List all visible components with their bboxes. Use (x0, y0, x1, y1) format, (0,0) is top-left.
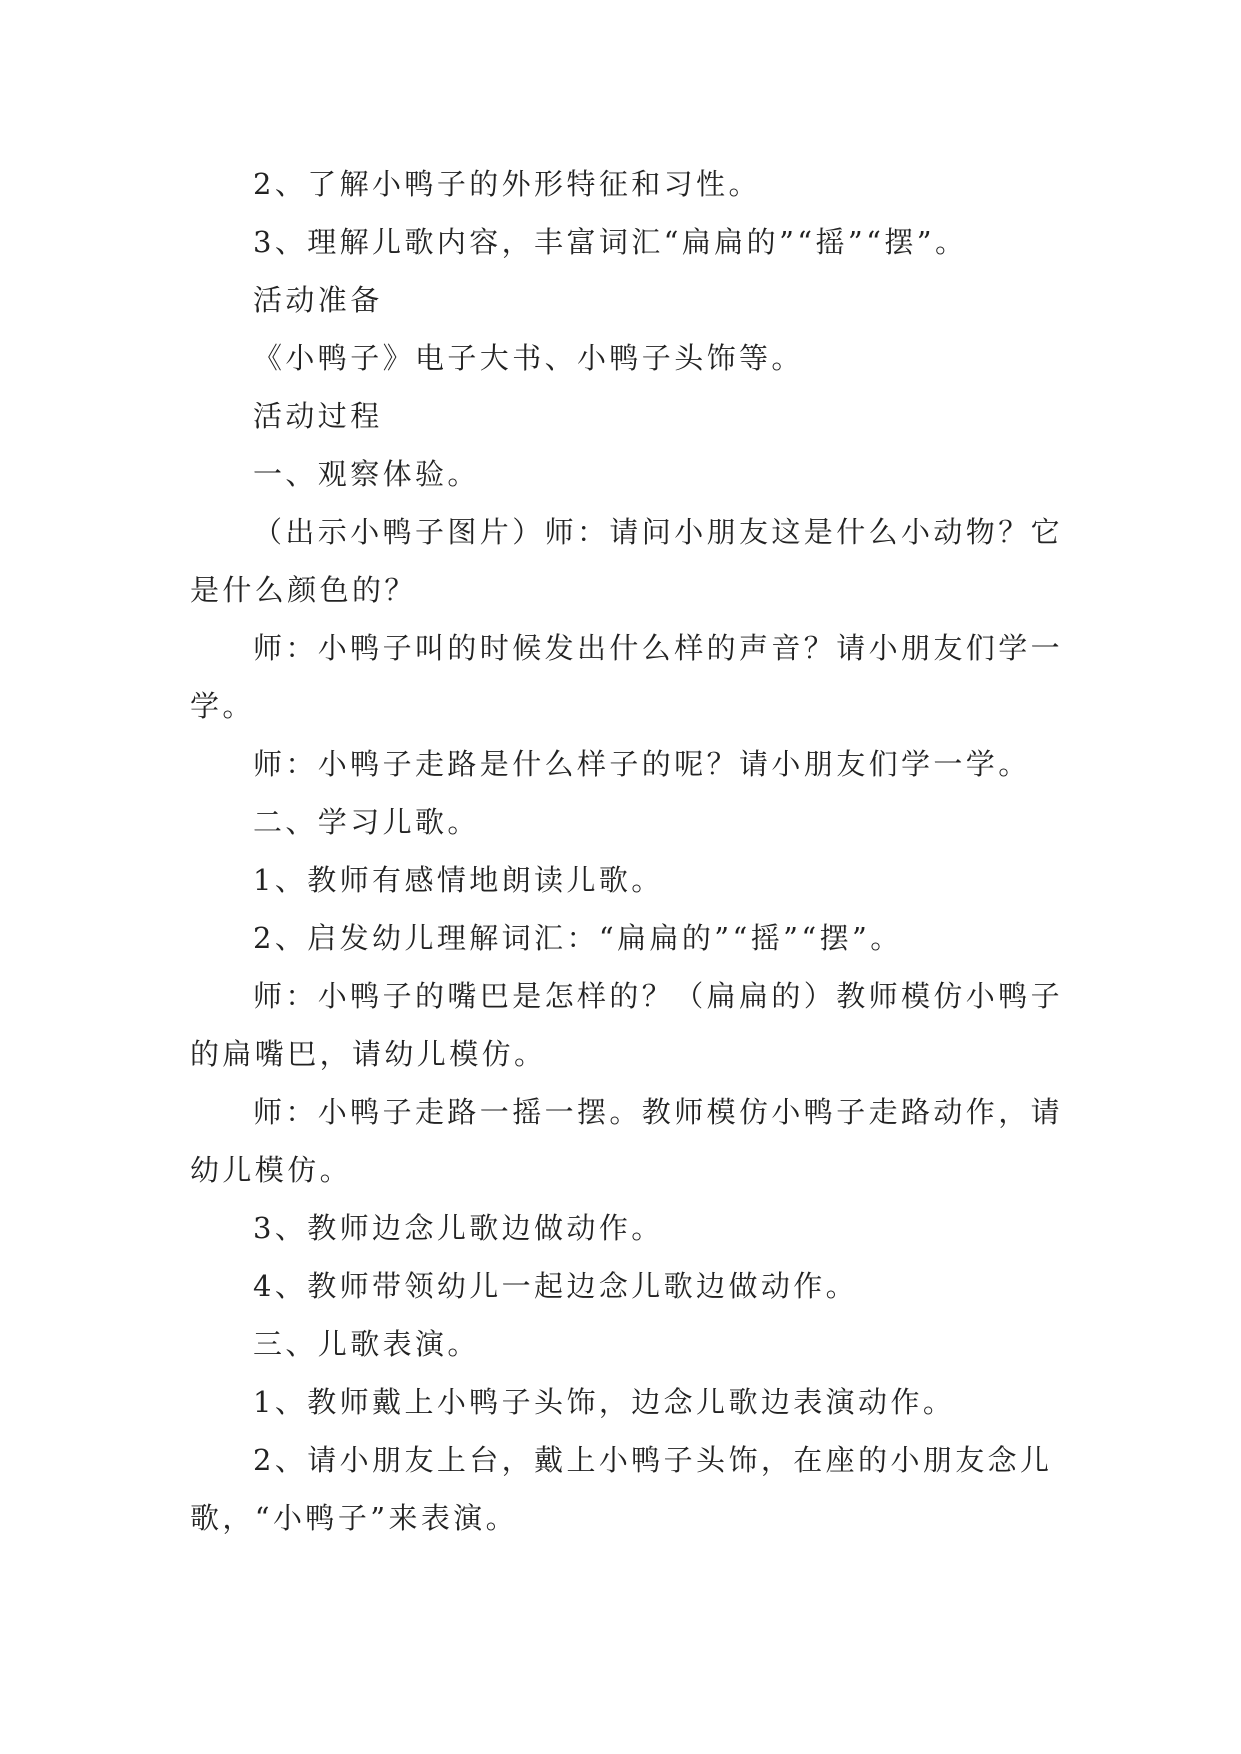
paragraph-step-1: 1、教师有感情地朗读儿歌。 (253, 863, 664, 897)
paragraph-duck-beak: 师：小鸭子的嘴巴是怎样的？（扁扁的）教师模仿小鸭子的扁嘴巴，请幼儿模仿。 (190, 979, 1064, 1071)
paragraph-step-4: 4、教师带领幼儿一起边念儿歌边做动作。 (253, 1269, 859, 1303)
heading-activity-preparation: 活动准备 (253, 283, 383, 317)
paragraph-show-picture: （出示小鸭子图片）师：请问小朋友这是什么小动物？它是什么颜色的？ (190, 515, 1064, 607)
paragraph-performance-2: 2、请小朋友上台，戴上小鸭子头饰，在座的小朋友念儿歌，“小鸭子”来表演。 (190, 1443, 1053, 1535)
heading-activity-process: 活动过程 (253, 399, 383, 433)
paragraph-objective-3: 3、理解儿歌内容，丰富词汇“扁扁的”“摇”“摆”。 (253, 225, 968, 259)
paragraph-duck-walk: 师：小鸭子走路是什么样子的呢？请小朋友们学一学。 (253, 747, 1031, 781)
paragraph-performance-1: 1、教师戴上小鸭子头饰，边念儿歌边表演动作。 (253, 1385, 956, 1419)
paragraph-duck-sway: 师：小鸭子走路一摇一摆。教师模仿小鸭子走路动作，请幼儿模仿。 (190, 1095, 1064, 1187)
paragraph-step-3: 3、教师边念儿歌边做动作。 (253, 1211, 664, 1245)
paragraph-preparation-materials: 《小鸭子》电子大书、小鸭子头饰等。 (253, 341, 804, 375)
paragraph-duck-sound: 师：小鸭子叫的时候发出什么样的声音？请小朋友们学一学。 (190, 631, 1064, 723)
heading-section-1: 一、观察体验。 (253, 457, 480, 491)
heading-section-3: 三、儿歌表演。 (253, 1327, 480, 1361)
paragraph-objective-2: 2、了解小鸭子的外形特征和习性。 (253, 167, 761, 201)
paragraph-step-2: 2、启发幼儿理解词汇：“扁扁的”“摇”“摆”。 (253, 921, 903, 955)
heading-section-2: 二、学习儿歌。 (253, 805, 480, 839)
